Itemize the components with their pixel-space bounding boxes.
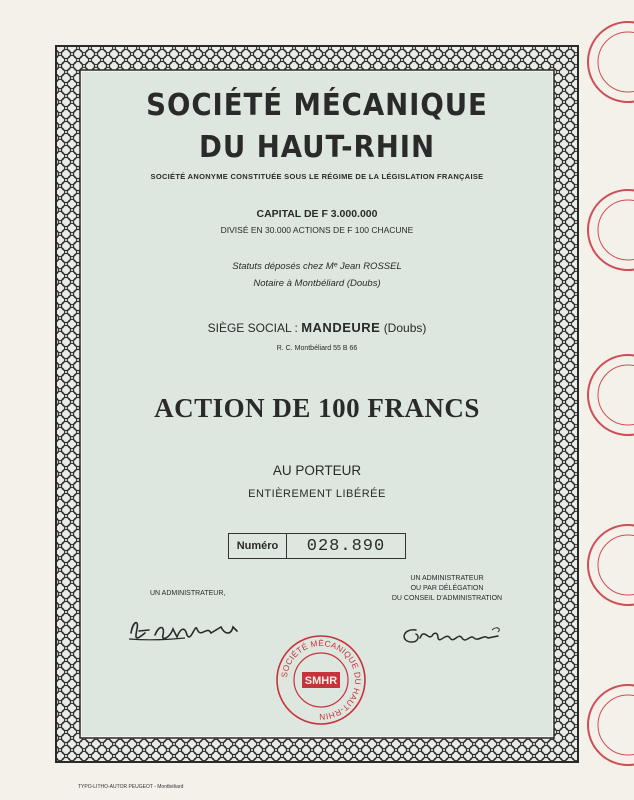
siege-city: MANDEURE <box>301 320 381 335</box>
statuts-line1: Statuts déposés chez Mᵉ Jean ROSSEL <box>232 261 402 272</box>
right-signatory-line2: OU PAR DÉLÉGATION <box>410 585 484 592</box>
right-signatory-line3: DU CONSEIL D'ADMINISTRATION <box>391 595 503 602</box>
rc-number: R. C. Montbéliard 55 B 66 <box>276 345 358 352</box>
left-signature <box>125 615 265 645</box>
siege-social <box>82 320 552 335</box>
capital-division: DIVISÉ EN 30.000 ACTIONS DE F 100 CHACUNE <box>220 225 414 235</box>
right-signatory-label <box>378 574 516 604</box>
share-type: AU PORTEUR <box>272 463 362 478</box>
siege-region: (Doubs) <box>383 321 427 335</box>
company-seal <box>275 634 367 726</box>
right-signature <box>398 622 518 650</box>
svg-text:SOCIÉTÉ MÉCANIQUE DU HAUT-RHIN: SOCIÉTÉ MÉCANIQUE DU HAUT-RHIN <box>279 637 364 723</box>
statuts-line2: Notaire à Montbéliard (Doubs) <box>253 278 381 289</box>
share-title: ACTION DE 100 FRANCS <box>154 393 480 423</box>
right-signatory-line1: UN ADMINISTRATEUR <box>410 575 484 582</box>
share-number-label: Numéro <box>229 534 287 558</box>
printer-credit: TYPO-LITHO-AUTOR PEUGEOT - Montbéliard <box>78 784 184 790</box>
share-status: ENTIÈREMENT LIBÉRÉE <box>248 488 386 500</box>
left-signatory-label: UN ADMINISTRATEUR, <box>150 590 226 597</box>
svg-text:SMHR: SMHR <box>304 675 338 687</box>
siege-label: SIÈGE SOCIAL : <box>207 321 298 335</box>
share-number-value: 028.890 <box>306 536 386 556</box>
share-number-box <box>228 533 406 559</box>
company-name-line1: SOCIÉTÉ MÉCANIQUE <box>146 88 488 123</box>
company-name-line2: DU HAUT-RHIN <box>199 130 435 165</box>
legal-form: SOCIÉTÉ ANONYME CONSTITUÉE SOUS LE RÉGIME DE LA LÉGISLATION FRANÇAISE <box>150 172 484 181</box>
capital-amount: CAPITAL DE F 3.000.000 <box>256 208 378 220</box>
